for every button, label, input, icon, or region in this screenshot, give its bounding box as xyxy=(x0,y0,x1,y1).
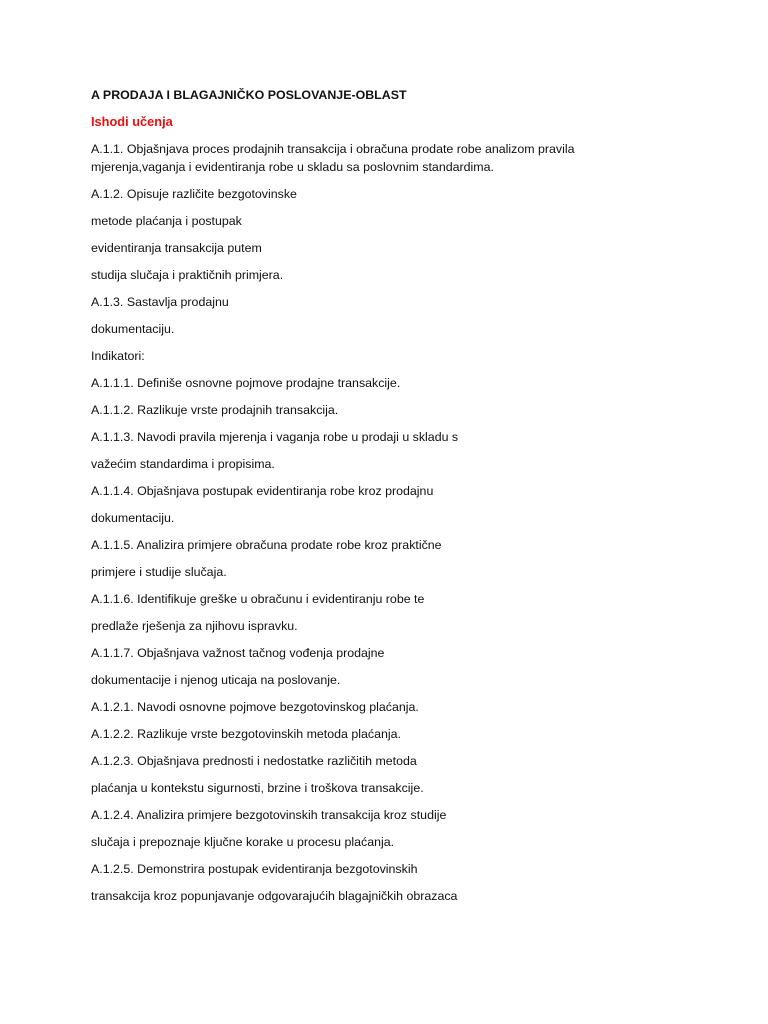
paragraph xyxy=(91,887,711,905)
paragraph-line: metode plaćanja i postupak xyxy=(91,214,242,228)
paragraph-line: A.1.1.2. Razlikuje vrste prodajnih transakcija. xyxy=(91,403,339,417)
document-page xyxy=(91,86,711,914)
paragraph xyxy=(91,590,711,608)
document-title: A PRODAJA I BLAGAJNIČKO POSLOVANJE-OBLAST xyxy=(91,88,407,102)
paragraph-line: A.1.1.3. Navodi pravila mjerenja i vaganja robe u prodaji u skladu s xyxy=(91,430,459,444)
paragraph xyxy=(91,536,711,554)
paragraph-list xyxy=(91,140,711,905)
paragraph-line: A.1.2.2. Razlikuje vrste bezgotovinskih metoda plaćanja. xyxy=(91,727,401,741)
paragraph-line: A.1.1. Objašnjava proces prodajnih transakcija i obračuna prodate robe analizom pravila xyxy=(91,142,575,156)
paragraph-line: transakcija kroz popunjavanje odgovarajućih blagajničkih obrazaca xyxy=(91,889,458,903)
paragraph xyxy=(91,482,711,500)
paragraph-line: A.1.2.5. Demonstrira postupak evidentiranja bezgotovinskih xyxy=(91,862,418,876)
paragraph-line: A.1.2.1. Navodi osnovne pojmove bezgotovinskog plaćanja. xyxy=(91,700,419,714)
paragraph xyxy=(91,293,711,311)
paragraph xyxy=(91,698,711,716)
paragraph-line: A.1.1.7. Objašnjava važnost tačnog vođenja prodajne xyxy=(91,646,385,660)
paragraph xyxy=(91,239,711,257)
paragraph xyxy=(91,185,711,203)
paragraph-line: dokumentaciju. xyxy=(91,511,175,525)
section-heading-learning-outcomes: Ishodi učenja xyxy=(91,114,173,129)
paragraph xyxy=(91,563,711,581)
paragraph xyxy=(91,401,711,419)
paragraph-line: mjerenja,vaganja i evidentiranja robe u skladu sa poslovnim standardima. xyxy=(91,160,494,174)
paragraph xyxy=(91,833,711,851)
paragraph-line: plaćanja u kontekstu sigurnosti, brzine i troškova transakcije. xyxy=(91,781,424,795)
paragraph xyxy=(91,320,711,338)
paragraph-line: važećim standardima i propisima. xyxy=(91,457,275,471)
paragraph-line: studija slučaja i praktičnih primjera. xyxy=(91,268,284,282)
paragraph-line: predlaže rješenja za njihovu ispravku. xyxy=(91,619,298,633)
paragraph-line: dokumentaciju. xyxy=(91,322,175,336)
paragraph xyxy=(91,617,711,635)
paragraph xyxy=(91,509,711,527)
paragraph-line: A.1.1.5. Analizira primjere obračuna prodate robe kroz praktične xyxy=(91,538,442,552)
paragraph-line: A.1.2.3. Objašnjava prednosti i nedostatke različitih metoda xyxy=(91,754,417,768)
paragraph xyxy=(91,212,711,230)
paragraph xyxy=(91,266,711,284)
paragraph-line: A.1.3. Sastavlja prodajnu xyxy=(91,295,229,309)
paragraph-line: slučaja i prepoznaje ključne korake u procesu plaćanja. xyxy=(91,835,395,849)
paragraph xyxy=(91,374,711,392)
paragraph xyxy=(91,752,711,770)
paragraph xyxy=(91,428,711,446)
paragraph-line: A.1.2. Opisuje različite bezgotovinske xyxy=(91,187,297,201)
paragraph xyxy=(91,860,711,878)
paragraph-line: primjere i studije slučaja. xyxy=(91,565,227,579)
paragraph-line: evidentiranja transakcija putem xyxy=(91,241,262,255)
paragraph xyxy=(91,455,711,473)
paragraph xyxy=(91,644,711,662)
paragraph-line: Indikatori: xyxy=(91,349,145,363)
paragraph-line: A.1.1.6. Identifikuje greške u obračunu i evidentiranju robe te xyxy=(91,592,425,606)
paragraph xyxy=(91,725,711,743)
paragraph-line: A.1.2.4. Analizira primjere bezgotovinskih transakcija kroz studije xyxy=(91,808,447,822)
paragraph-line: dokumentacije i njenog uticaja na poslovanje. xyxy=(91,673,341,687)
paragraph xyxy=(91,140,711,176)
paragraph xyxy=(91,779,711,797)
paragraph xyxy=(91,347,711,365)
paragraph-line: A.1.1.4. Objašnjava postupak evidentiranja robe kroz prodajnu xyxy=(91,484,434,498)
paragraph xyxy=(91,671,711,689)
paragraph-line: A.1.1.1. Definiše osnovne pojmove prodajne transakcije. xyxy=(91,376,401,390)
paragraph xyxy=(91,806,711,824)
